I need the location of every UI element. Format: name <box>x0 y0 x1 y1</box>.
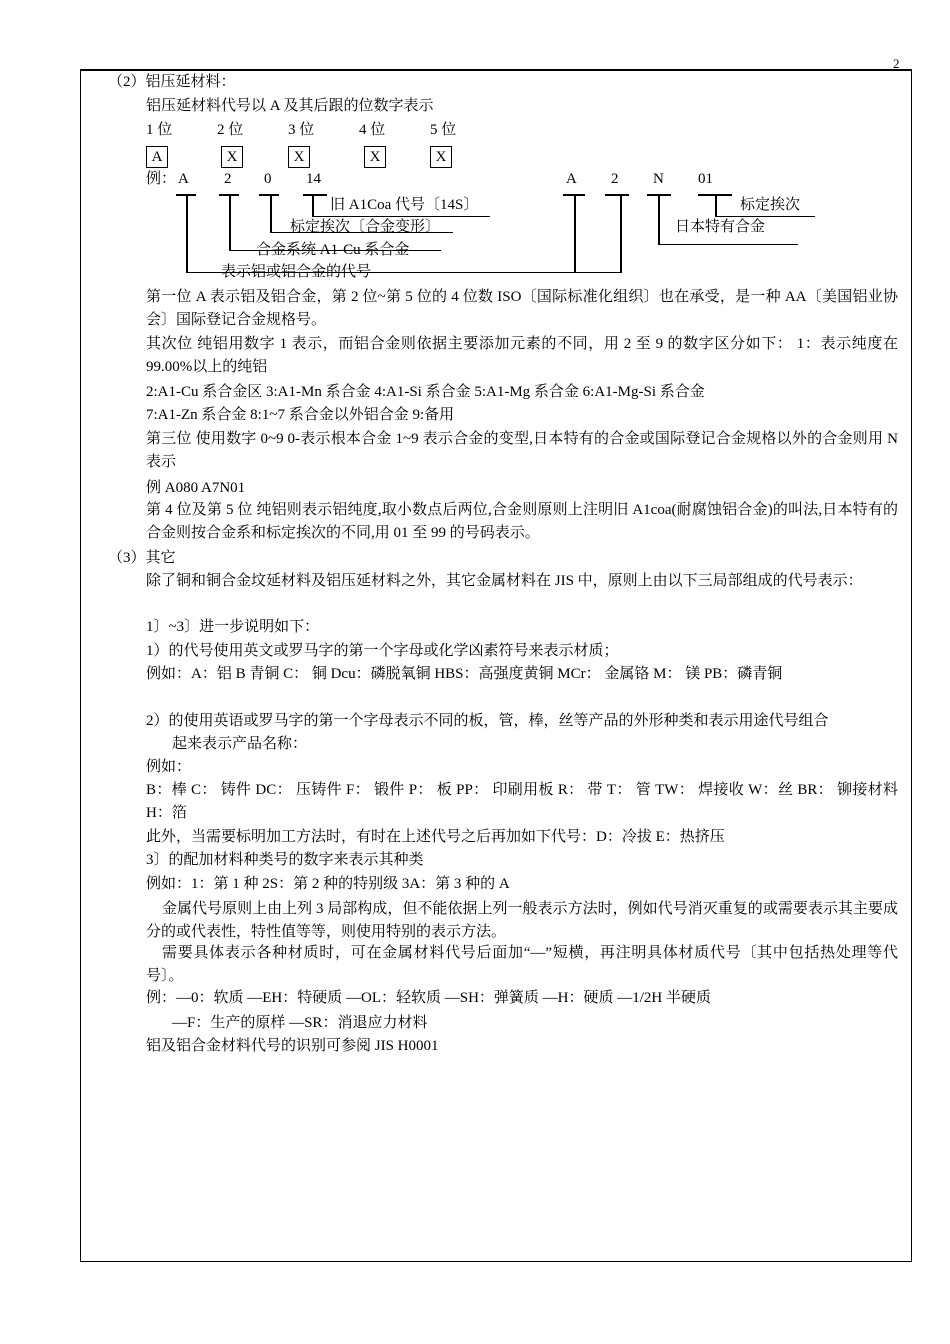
sec3-paragraph-5b: 起来表示产品名称： <box>172 736 308 752</box>
stem2-2 <box>620 195 622 272</box>
sec3-temper-codes-1: 例：—0：软质 —EH：特硬质 —OL：轻软质 —SH：弹簧质 —H：硬质 —1/2H 半硬质 <box>146 990 712 1006</box>
position-label-5: 5 位 <box>430 122 457 138</box>
sec3-paragraph-9: 3〕的配加材料种类号的数字来表示其种类 <box>146 852 424 868</box>
annotation-old-code: 旧 A1Coa 代号〔14S〕 <box>330 197 479 213</box>
sec2-example-codes: 例 A080 A7N01 <box>146 480 246 496</box>
page-number-rule <box>878 70 910 71</box>
sec3-paragraph-11: 金属代号原则上由上列 3 局部构成，但不能依据上列一般表示方法时，例如代号消灭重复的或需要表示其主要成分的或代表性，特性值等等，则使用特别的表示方法。 <box>146 901 898 940</box>
example1-char-3: 0 <box>264 171 272 187</box>
code-box-3: X <box>288 146 310 168</box>
code-box-5: X <box>430 146 452 168</box>
code-box-4: X <box>364 146 386 168</box>
section-3-heading: （3）其它 <box>108 550 176 566</box>
sec2-paragraph-1: 第一位 A 表示铝及铝合金，第 2 位~第 5 位的 4 位数 ISO〔国际标准化组织〕也在承受，是一种 AA〔美国铝业协会〕国际登记合金规格号。 <box>146 289 898 328</box>
example2-char-2: 2 <box>611 171 619 187</box>
page-number: 2 <box>893 56 900 71</box>
stem-a <box>186 195 188 272</box>
tick-0 <box>259 194 279 196</box>
sec2-paragraph-2: 其次位 纯铝用数字 1 表示，而铝合金则依据主要添加元素的不同，用 2 至 9 的数字区分如下： 1：表示纯度在 99.00%以上的纯铝 <box>146 336 898 375</box>
stem2-a <box>574 195 576 272</box>
header-rule <box>80 69 912 70</box>
stem2-n <box>658 195 660 244</box>
stem-0 <box>270 195 272 232</box>
sec3-product-examples: B：棒 C： 铸件 DC： 压铸件 F： 锻件 P： 板 PP： 印刷用板 R： 带 T： 管 TW： 焊接收 W：丝 BR： 铆接材料 H：箔 <box>146 782 898 821</box>
section-2-heading: （2）铝压延材料： <box>108 74 236 90</box>
underline2-revision <box>715 216 815 217</box>
position-label-2: 2 位 <box>217 122 244 138</box>
example-label: 例： <box>146 171 177 187</box>
sec3-material-examples: 例如：A：铝 B 青铜 C： 铜 Dcu：磷脱氧铜 HBS：高强度黄铜 MCr： 金属铬 M： 镁 PB：磷青铜 <box>146 666 783 682</box>
underline-old <box>312 216 490 217</box>
sec3-paragraph-10: 例如：1：第 1 种 2S：第 2 种的特别级 3A：第 3 种的 A <box>146 876 510 892</box>
sec3-paragraph-6: 例如： <box>146 759 192 775</box>
sec3-reference: 铝及铝合金材料代号的识别可参阅 JIS H0001 <box>146 1038 439 1054</box>
sec2-alloy-series-2: 7:A1-Zn 系合金 8:1~7 系合金以外铝合金 9:备用 <box>146 407 455 423</box>
sec3-paragraph-5a: 2）的使用英语或罗马字的第一个字母表示不同的板，管，棒，丝等产品的外形种类和表示用途代号组合 <box>146 713 829 729</box>
sec2-alloy-series-1: 2:A1-Cu 系合金区 3:A1-Mn 系合金 4:A1-Si 系合金 5:A1-Mg 系合金 6:A1-Mg-Si 系合金 <box>146 384 705 400</box>
position-label-3: 3 位 <box>288 122 315 138</box>
underline2-japan <box>658 244 798 245</box>
tick2-2 <box>605 194 629 196</box>
sec3-paragraph-8: 此外，当需要标明加工方法时，有时在上述代号之后再加如下代号：D：冷拔 E：热挤压 <box>146 829 725 845</box>
annotation-aluminum-code: 表示铝或铝合金的代号 <box>221 264 372 280</box>
annotation-revision: 标定挨次〔合金变形〕 <box>290 219 441 235</box>
annotation-japan-alloy: 日本特有合金 <box>675 219 766 235</box>
sec2-paragraph-third-digit: 第三位 使用数字 0~9 0-表示根本合金 1~9 表示合金的变型,日本特有的合金或国际登记合金规格以外的合金则用 N 表示 <box>146 431 898 470</box>
example2-char-3: N <box>653 171 664 187</box>
code-box-1: A <box>146 146 168 168</box>
example2-char-4: 01 <box>698 171 713 187</box>
example1-char-2: 2 <box>224 171 232 187</box>
annotation-alloy-system: 合金系统 A1-Cu 系合金 <box>256 242 410 258</box>
stem-2 <box>229 195 231 250</box>
example1-char-4: 14 <box>306 171 321 187</box>
position-label-1: 1 位 <box>146 122 173 138</box>
sec3-paragraph-3: 1）的代号使用英文或罗马字的第一个字母或化学凶素符号来表示材质； <box>146 643 619 659</box>
stem-14 <box>312 195 314 217</box>
sec3-paragraph-1: 除了铜和铜合金坟延材料及铝压延材料之外，其它金属材料在 JIS 中，原则上由以下三局部组成的代号表示： <box>146 573 863 589</box>
tick-14 <box>303 194 327 196</box>
code-box-2: X <box>221 146 243 168</box>
sec2-paragraph-fourth-fifth: 第 4 位及第 5 位 纯铝则表示铝纯度,取小数点后两位,合金则原则上注明旧 A1coa(耐腐蚀铝合金)的叫法,日本特有的合金则按合金系和标定挨次的不同,用 01 至 99 的号码表示。 <box>146 502 898 541</box>
sec3-paragraph-2: 1〕~3〕进一步说明如下： <box>146 619 320 635</box>
position-label-4: 4 位 <box>359 122 386 138</box>
example1-char-1: A <box>178 171 189 187</box>
sec3-temper-codes-2: —F：生产的原样 —SR：消退应力材料 <box>172 1015 428 1031</box>
stem2-01 <box>715 195 717 217</box>
example2-char-1: A <box>566 171 577 187</box>
section-2-intro: 铝压延材料代号以 A 及其后跟的位数字表示 <box>146 98 434 114</box>
annotation-revision-2: 标定挨次 <box>740 197 801 213</box>
sec3-paragraph-12: 需要具体表示各种材质时，可在金属材料代号后面加“—”短横，再注明具体材质代号〔其中包括热处理等代号〕。 <box>146 945 898 984</box>
